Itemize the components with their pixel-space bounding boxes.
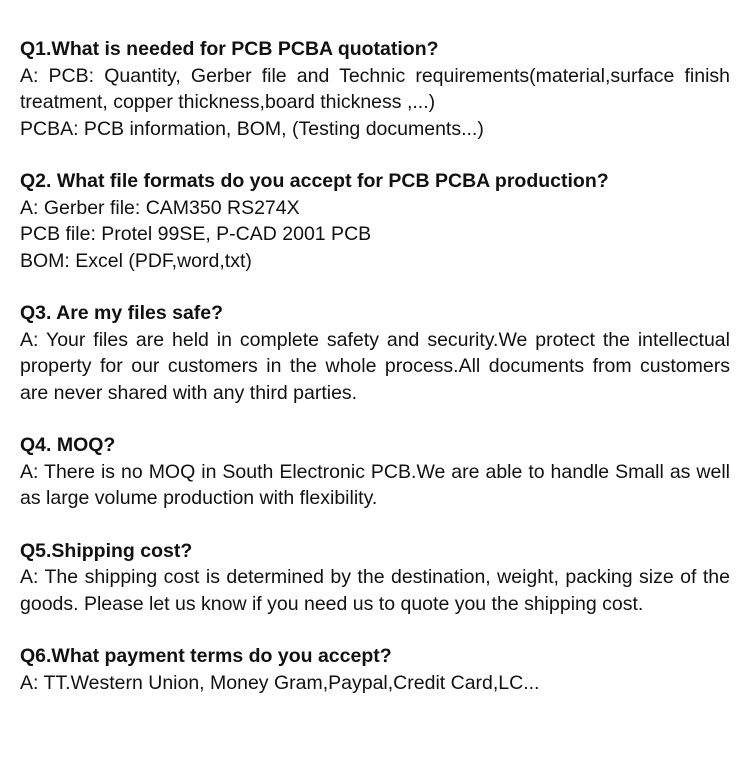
faq-question: Q4. MOQ? (20, 434, 116, 456)
faq-answer-line: A: There is no MOQ in South Electronic PCB.We are able to handle Small as well as large volume production with flexibility. (20, 460, 730, 509)
faq-answer-line: A: PCB: Quantity, Gerber file and Technic requirements(material,surface finish treatment, copper thickness,board thickness ,...) (20, 64, 730, 113)
faq-answer-line: A: TT.Western Union, Money Gram,Paypal,Credit Card,LC... (20, 671, 540, 694)
faq-item-q2 (20, 168, 730, 274)
faq-question: Q6.What payment terms do you accept? (20, 645, 392, 667)
faq-section (20, 36, 730, 722)
faq-question: Q1.What is needed for PCB PCBA quotation? (20, 38, 439, 60)
faq-answer-line: PCBA: PCB information, BOM, (Testing documents...) (20, 117, 484, 140)
faq-item-q4 (20, 432, 730, 512)
faq-answer (20, 670, 730, 697)
faq-answer (20, 63, 730, 143)
faq-item-q1 (20, 36, 730, 142)
faq-answer-line: PCB file: Protel 99SE, P-CAD 2001 PCB (20, 223, 372, 245)
faq-answer-line: BOM: Excel (PDF,word,txt) (20, 249, 252, 272)
faq-answer (20, 327, 730, 407)
faq-question: Q2. What file formats do you accept for PCB PCBA production? (20, 170, 609, 192)
faq-item-q5 (20, 538, 730, 618)
faq-answer-line: A: Your files are held in complete safety and security.We protect the intellectual property for our customers in the whole process.All documents from customers are never shared with any third parties. (20, 328, 730, 404)
faq-question: Q5.Shipping cost? (20, 539, 193, 562)
faq-answer-line: A: The shipping cost is determined by the destination, weight, packing size of the goods. Please let us know if you need us to quote you the shipping cost. (20, 566, 730, 615)
faq-answer (20, 195, 730, 275)
faq-item-q3 (20, 300, 730, 406)
faq-answer-line: A: Gerber file: CAM350 RS274X (20, 196, 300, 219)
faq-item-q6 (20, 643, 730, 696)
faq-question: Q3. Are my files safe? (20, 302, 224, 324)
faq-answer (20, 564, 730, 617)
faq-answer (20, 459, 730, 512)
